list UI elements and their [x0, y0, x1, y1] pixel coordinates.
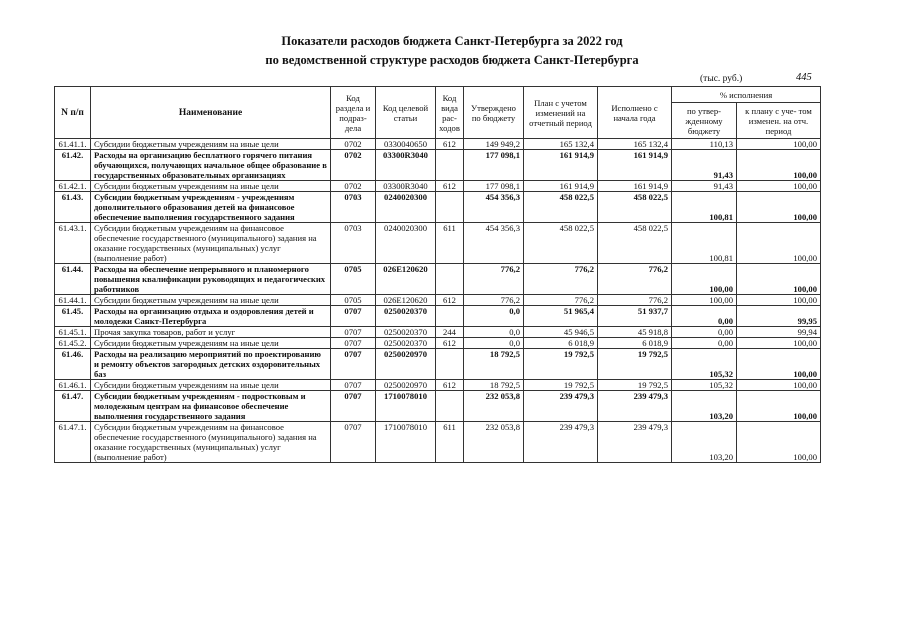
page-number: 445: [796, 72, 812, 83]
cell-pct-plan: 100,00: [737, 264, 821, 295]
cell-name: Субсидии бюджетным учреждениям на финансовое обеспечение государственного (муниципального) задания на оказание государственных (муниципальных) услуг (выполнение работ): [91, 422, 331, 463]
cell-name: Субсидии бюджетным учреждениям на иные цели: [91, 295, 331, 306]
cell-article: 1710078010: [376, 391, 436, 422]
cell-plan: 458 022,5: [524, 223, 598, 264]
cell-section: 0702: [331, 150, 376, 181]
cell-plan: 19 792,5: [524, 380, 598, 391]
table-row: [55, 422, 821, 463]
cell-approved: 454 356,3: [464, 192, 524, 223]
cell-pct-plan: 100,00: [737, 295, 821, 306]
cell-num: 61.44.1.: [55, 295, 91, 306]
cell-plan: 239 479,3: [524, 391, 598, 422]
cell-pct-approved: 110,13: [672, 139, 737, 150]
cell-pct-plan: 99,94: [737, 327, 821, 338]
cell-article: 03300R3040: [376, 181, 436, 192]
cell-name: Расходы на организацию бесплатного горячего питания обучающихся, получающих начальное общее образование в государственных образовательных организациях: [91, 150, 331, 181]
table-row: [55, 192, 821, 223]
cell-pct-plan: 100,00: [737, 139, 821, 150]
col-header-pct-group: % исполнения: [672, 87, 821, 103]
cell-name: Субсидии бюджетным учреждениям на иные цели: [91, 181, 331, 192]
cell-pct-approved: 0,00: [672, 338, 737, 349]
cell-type: [436, 264, 464, 295]
col-header-type: Код вида рас- ходов: [436, 87, 464, 139]
cell-section: 0707: [331, 349, 376, 380]
cell-article: 0250020370: [376, 327, 436, 338]
cell-type: 611: [436, 422, 464, 463]
cell-type: [436, 349, 464, 380]
cell-article: 026E120620: [376, 295, 436, 306]
cell-section: 0705: [331, 295, 376, 306]
cell-executed: 776,2: [598, 264, 672, 295]
col-header-executed: Исполнено с начала года: [598, 87, 672, 139]
cell-section: 0703: [331, 223, 376, 264]
cell-section: 0705: [331, 264, 376, 295]
cell-name: Субсидии бюджетным учреждениям - учреждениям дополнительного образования детей на финансовое обеспечение выполнения государственного задания: [91, 192, 331, 223]
cell-plan: 19 792,5: [524, 349, 598, 380]
cell-section: 0707: [331, 338, 376, 349]
cell-approved: 18 792,5: [464, 349, 524, 380]
cell-pct-approved: 103,20: [672, 422, 737, 463]
cell-approved: 232 053,8: [464, 391, 524, 422]
cell-article: 03300R3040: [376, 150, 436, 181]
table-row: [55, 338, 821, 349]
cell-pct-plan: 100,00: [737, 380, 821, 391]
units-label: (тыс. руб.): [700, 74, 743, 84]
cell-pct-approved: 0,00: [672, 306, 737, 327]
cell-section: 0707: [331, 306, 376, 327]
cell-approved: 177 098,1: [464, 150, 524, 181]
cell-plan: 239 479,3: [524, 422, 598, 463]
cell-name: Субсидии бюджетным учреждениям - подростковым и молодежным центрам на финансовое обеспечение выполнения государственного задания: [91, 391, 331, 422]
cell-executed: 776,2: [598, 295, 672, 306]
cell-executed: 6 018,9: [598, 338, 672, 349]
cell-section: 0702: [331, 181, 376, 192]
cell-pct-plan: 100,00: [737, 338, 821, 349]
cell-num: 61.45.2.: [55, 338, 91, 349]
cell-plan: 165 132,4: [524, 139, 598, 150]
cell-plan: 776,2: [524, 264, 598, 295]
col-header-approved: Утверждено по бюджету: [464, 87, 524, 139]
cell-pct-approved: 0,00: [672, 327, 737, 338]
table-row: [55, 327, 821, 338]
cell-executed: 161 914,9: [598, 181, 672, 192]
col-header-name: Наименование: [91, 87, 331, 139]
cell-executed: 45 918,8: [598, 327, 672, 338]
cell-approved: 776,2: [464, 295, 524, 306]
cell-pct-approved: 105,32: [672, 349, 737, 380]
table-row: [55, 139, 821, 150]
cell-type: 612: [436, 338, 464, 349]
cell-pct-plan: 100,00: [737, 181, 821, 192]
cell-name: Субсидии бюджетным учреждениям на иные цели: [91, 338, 331, 349]
cell-pct-approved: 100,00: [672, 295, 737, 306]
cell-type: 244: [436, 327, 464, 338]
col-header-pct-plan: к плану с уче- том изменен. на отч. период: [737, 103, 821, 139]
cell-approved: 0,0: [464, 338, 524, 349]
cell-pct-approved: 103,20: [672, 391, 737, 422]
cell-type: 611: [436, 223, 464, 264]
cell-section: 0707: [331, 391, 376, 422]
cell-plan: 6 018,9: [524, 338, 598, 349]
col-header-pct-approved: по утвер- жденному бюджету: [672, 103, 737, 139]
cell-section: 0707: [331, 380, 376, 391]
cell-pct-plan: 100,00: [737, 150, 821, 181]
cell-executed: 239 479,3: [598, 422, 672, 463]
table-row: [55, 181, 821, 192]
cell-executed: 19 792,5: [598, 380, 672, 391]
cell-plan: 51 965,4: [524, 306, 598, 327]
cell-type: 612: [436, 295, 464, 306]
cell-approved: 18 792,5: [464, 380, 524, 391]
cell-article: 1710078010: [376, 422, 436, 463]
cell-plan: 776,2: [524, 295, 598, 306]
cell-article: 0250020370: [376, 338, 436, 349]
cell-approved: 0,0: [464, 327, 524, 338]
cell-name: Субсидии бюджетным учреждениям на финансовое обеспечение государственного (муниципального) задания на оказание государственных (муниципальных) услуг (выполнение работ): [91, 223, 331, 264]
cell-num: 61.47.: [55, 391, 91, 422]
cell-num: 61.47.1.: [55, 422, 91, 463]
cell-pct-plan: 100,00: [737, 422, 821, 463]
col-header-plan: План с учетом изменений на отчетный период: [524, 87, 598, 139]
col-header-num: N п/п: [55, 87, 91, 139]
cell-pct-approved: 100,81: [672, 223, 737, 264]
cell-num: 61.45.: [55, 306, 91, 327]
table-row: [55, 391, 821, 422]
cell-pct-approved: 105,32: [672, 380, 737, 391]
table-row: [55, 295, 821, 306]
table-row: [55, 223, 821, 264]
cell-article: 026E120620: [376, 264, 436, 295]
report-subtitle: по ведомственной структуре расходов бюджета Санкт-Петербурга: [265, 53, 639, 67]
cell-section: 0703: [331, 192, 376, 223]
cell-section: 0707: [331, 422, 376, 463]
cell-num: 61.42.1.: [55, 181, 91, 192]
cell-executed: 239 479,3: [598, 391, 672, 422]
cell-pct-approved: 91,43: [672, 181, 737, 192]
cell-pct-plan: 100,00: [737, 391, 821, 422]
cell-type: [436, 391, 464, 422]
cell-approved: 776,2: [464, 264, 524, 295]
cell-approved: 454 356,3: [464, 223, 524, 264]
cell-num: 61.43.1.: [55, 223, 91, 264]
cell-pct-plan: 99,95: [737, 306, 821, 327]
cell-type: 612: [436, 139, 464, 150]
cell-executed: 458 022,5: [598, 192, 672, 223]
cell-article: 0250020970: [376, 349, 436, 380]
cell-name: Прочая закупка товаров, работ и услуг: [91, 327, 331, 338]
table-row: [55, 264, 821, 295]
table-row: [55, 349, 821, 380]
cell-approved: 149 949,2: [464, 139, 524, 150]
col-header-section: Код раздела и подраз- дела: [331, 87, 376, 139]
cell-approved: 0,0: [464, 306, 524, 327]
cell-name: Расходы на реализацию мероприятий по проектированию и ремонту объектов загородных детских оздоровительных баз: [91, 349, 331, 380]
cell-num: 61.41.1.: [55, 139, 91, 150]
table-row: [55, 380, 821, 391]
cell-type: [436, 192, 464, 223]
cell-num: 61.42.: [55, 150, 91, 181]
cell-section: 0702: [331, 139, 376, 150]
col-header-article: Код целевой статьи: [376, 87, 436, 139]
cell-pct-plan: 100,00: [737, 192, 821, 223]
cell-num: 61.44.: [55, 264, 91, 295]
cell-name: Расходы на организацию отдыха и оздоровления детей и молодежи Санкт-Петербурга: [91, 306, 331, 327]
cell-pct-approved: 100,81: [672, 192, 737, 223]
cell-name: Субсидии бюджетным учреждениям на иные цели: [91, 380, 331, 391]
cell-pct-approved: 100,00: [672, 264, 737, 295]
cell-type: [436, 306, 464, 327]
cell-article: 0250020970: [376, 380, 436, 391]
budget-table: [54, 86, 821, 463]
cell-name: Расходы на обеспечение непрерывного и планомерного повышения квалификации руководящих и педагогических работников: [91, 264, 331, 295]
cell-pct-plan: 100,00: [737, 349, 821, 380]
cell-approved: 232 053,8: [464, 422, 524, 463]
cell-num: 61.45.1.: [55, 327, 91, 338]
cell-type: [436, 150, 464, 181]
cell-plan: 161 914,9: [524, 150, 598, 181]
cell-executed: 51 937,7: [598, 306, 672, 327]
cell-type: 612: [436, 380, 464, 391]
cell-num: 61.46.1.: [55, 380, 91, 391]
cell-executed: 161 914,9: [598, 150, 672, 181]
cell-article: 0240020300: [376, 223, 436, 264]
cell-article: 0250020370: [376, 306, 436, 327]
cell-num: 61.43.: [55, 192, 91, 223]
cell-pct-plan: 100,00: [737, 223, 821, 264]
cell-executed: 458 022,5: [598, 223, 672, 264]
table-row: [55, 150, 821, 181]
cell-name: Субсидии бюджетным учреждениям на иные цели: [91, 139, 331, 150]
cell-section: 0707: [331, 327, 376, 338]
cell-plan: 45 946,5: [524, 327, 598, 338]
cell-type: 612: [436, 181, 464, 192]
cell-num: 61.46.: [55, 349, 91, 380]
report-title: Показатели расходов бюджета Санкт-Петербурга за 2022 год: [281, 34, 623, 48]
cell-plan: 458 022,5: [524, 192, 598, 223]
table-row: [55, 306, 821, 327]
cell-approved: 177 098,1: [464, 181, 524, 192]
cell-executed: 19 792,5: [598, 349, 672, 380]
cell-article: 0240020300: [376, 192, 436, 223]
cell-pct-approved: 91,43: [672, 150, 737, 181]
cell-executed: 165 132,4: [598, 139, 672, 150]
cell-article: 0330040650: [376, 139, 436, 150]
cell-plan: 161 914,9: [524, 181, 598, 192]
